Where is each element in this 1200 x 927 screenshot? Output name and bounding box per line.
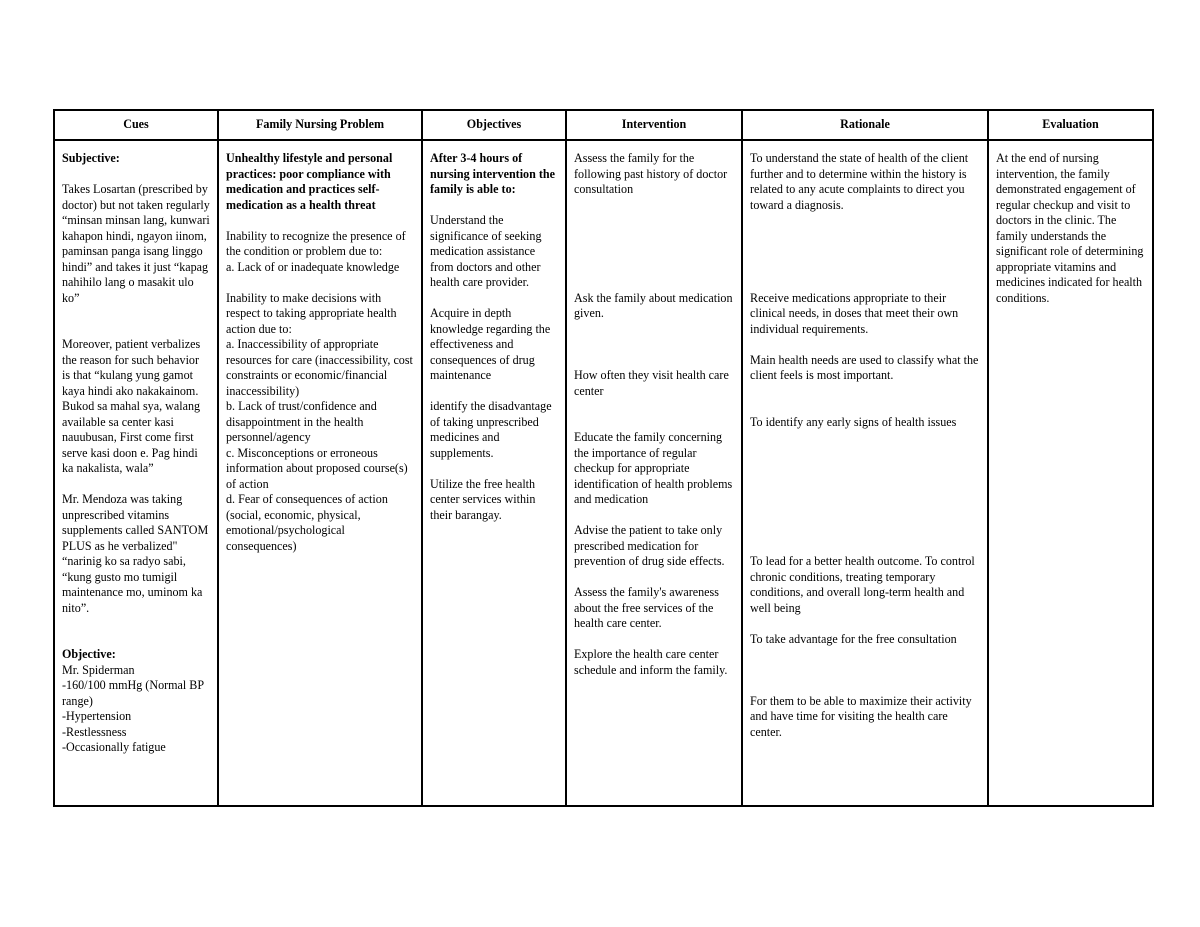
header-cues: Cues — [54, 110, 218, 140]
objective-item: Utilize the free health center services within their barangay. — [430, 476, 536, 522]
rationale-cell — [742, 140, 988, 806]
objectives-intro: After 3-4 hours of nursing intervention the family is able to: — [430, 151, 555, 196]
objective-item: Acquire in depth knowledge regarding the effectiveness and consequences of drug maintenance — [430, 306, 551, 382]
nursing-care-plan-table — [53, 109, 1154, 807]
problem-title: Unhealthy lifestyle and personal practices: poor compliance with medication and practices self-medication as a health threat — [226, 151, 393, 212]
rationale-item: Main health needs are used to classify what the client feels is most important. — [750, 352, 979, 382]
subjective-cue-2: Moreover, patient verbalizes the reason for such behavior is that “kulang yung gamot kaya hindi ako nakakainom. Bukod sa mahal sya, walang available sa center kasi nauubusan, First come first serve kasi doon e. Pag hindi ka nakalista, wala” — [62, 337, 201, 475]
intervention-item: Advise the patient to take only prescribed medication for prevention of drug side effects. — [574, 523, 725, 568]
intervention-item: Explore the health care center schedule and inform the family. — [574, 647, 728, 677]
body-row — [54, 140, 1153, 806]
problem-cell — [218, 140, 422, 806]
rationale-item: To understand the state of health of the client further and to determine within the history is related to any acute complaints to direct you toward a diagnosis. — [750, 151, 969, 212]
objective-line: -Occasionally fatigue — [62, 740, 166, 754]
decide-item: c. Misconceptions or erroneous information about proposed course(s) of action — [226, 445, 408, 491]
rationale-item: To take advantage for the free consultation — [750, 631, 957, 646]
objective-line: -Restlessness — [62, 724, 127, 739]
objective-item: identify the disadvantage of taking unprescribed medicines and supplements. — [430, 399, 552, 460]
header-row — [54, 110, 1153, 140]
header-intervention: Intervention — [566, 110, 742, 140]
header-evaluation: Evaluation — [988, 110, 1153, 140]
intervention-cell — [566, 140, 742, 806]
intervention-item: Ask the family about medication given. — [574, 290, 733, 320]
subjective-cue-3: Mr. Mendoza was taking unprescribed vitamins supplements called SANTOM PLUS as he verbalized" “narinig ko sa radyo sabi, “kung gusto mo tumigil maintenance mo, uminom ka nito”. — [62, 492, 209, 615]
objective-line: -Hypertension — [62, 709, 132, 723]
header-rationale: Rationale — [742, 110, 988, 140]
rationale-item: To lead for a better health outcome. To control chronic conditions, treating temporary conditions, and overall long-term health and well being — [750, 554, 975, 615]
objective-item: Understand the significance of seeking medication assistance from doctors and other health care provider. — [430, 213, 542, 289]
subjective-cue-1: Takes Losartan (prescribed by doctor) but not taken regularly “minsan minsan lang, kunwari kahapon hindi, ngayon iinom, paminsan panga isang linggo hindi” and takes it just “kapag nahihilo lang o masakit ulo ko” — [62, 182, 210, 305]
intervention-item: Assess the family's awareness about the free services of the health care center. — [574, 585, 719, 630]
intervention-item: Assess the family for the following past history of doctor consultation — [574, 151, 728, 196]
decide-intro: Inability to make decisions with respect to taking appropriate health action due to: — [226, 290, 397, 336]
intervention-item: How often they visit health care center — [574, 368, 729, 398]
objective-line: Mr. Spiderman — [62, 662, 135, 677]
evaluation-cell — [988, 140, 1153, 806]
recognize-item: a. Lack of or inadequate knowledge — [226, 259, 400, 274]
rationale-item: For them to be able to maximize their activity and have time for visiting the health care center. — [750, 693, 972, 739]
cues-cell — [54, 140, 218, 806]
evaluation-text: At the end of nursing intervention, the family demonstrated engagement of regular checkup and visit to doctors in the clinic. The family understands the significant role of determining appropriate vitamins and medicines indicated for health conditions. — [996, 151, 1144, 305]
decide-item: d. Fear of consequences of action (social, economic, physical, emotional/psychological consequences) — [226, 492, 388, 553]
objectives-cell — [422, 140, 566, 806]
rationale-item: To identify any early signs of health issues — [750, 414, 957, 429]
rationale-item: Receive medications appropriate to their clinical needs, in doses that meet their own individual requirements. — [750, 290, 959, 336]
intervention-item: Educate the family concerning the importance of regular checkup for appropriate identification of health problems and medication — [574, 430, 733, 506]
decide-item: a. Inaccessibility of appropriate resources for care (inaccessibility, cost constraints or economic/financial inaccessibility) — [226, 337, 413, 398]
decide-item: b. Lack of trust/confidence and disappointment in the health personnel/agency — [226, 399, 377, 444]
recognize-intro: Inability to recognize the presence of the condition or problem due to: — [226, 228, 406, 258]
subjective-label: Subjective: — [62, 151, 120, 165]
objective-label: Objective: — [62, 647, 116, 661]
header-objectives: Objectives — [422, 110, 566, 140]
objective-line: -160/100 mmHg (Normal BP range) — [62, 678, 204, 708]
header-family-nursing-problem: Family Nursing Problem — [218, 110, 422, 140]
